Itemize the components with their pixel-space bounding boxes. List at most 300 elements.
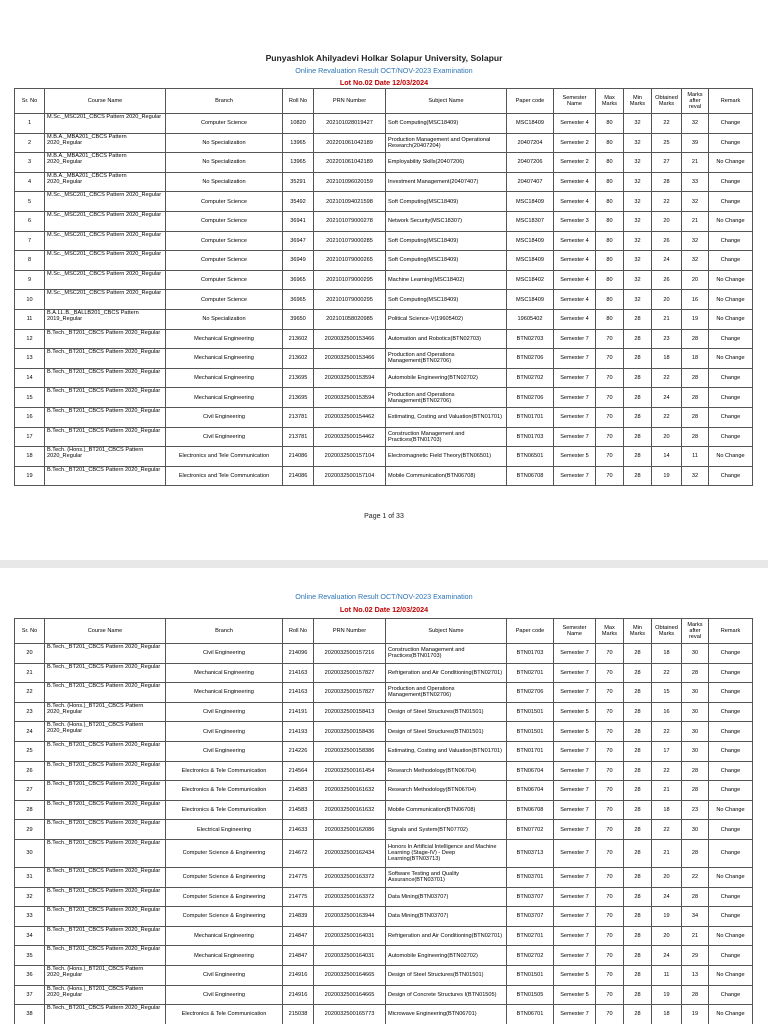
course-name-cell: B.Tech._BT201_CBCS Pattern 2020_Regular — [45, 907, 166, 927]
reval-marks-cell: 28 — [682, 407, 709, 427]
obtained-marks-cell: 21 — [652, 781, 682, 801]
column-header: Subject Name — [386, 89, 507, 114]
semester-cell: Semester 4 — [554, 192, 596, 212]
column-header: Subject Name — [386, 619, 507, 644]
table-row — [15, 722, 753, 742]
table-row — [15, 211, 753, 231]
course-name-cell: B.Tech._BT201_CBCS Pattern 2020_Regular — [45, 946, 166, 966]
min-marks-cell: 28 — [624, 407, 652, 427]
semester-cell: Semester 7 — [554, 407, 596, 427]
sr-no-cell: 33 — [15, 907, 45, 927]
roll-no-cell: 214672 — [283, 839, 314, 867]
column-header: PRN Number — [314, 619, 386, 644]
obtained-marks-cell: 24 — [652, 251, 682, 271]
min-marks-cell: 32 — [624, 290, 652, 310]
column-header: Marks after reval — [682, 619, 709, 644]
reval-marks-cell: 19 — [682, 1005, 709, 1024]
semester-cell: Semester 7 — [554, 644, 596, 664]
min-marks-cell: 28 — [624, 466, 652, 486]
table-row — [15, 781, 753, 801]
paper-code-cell: MSC18409 — [507, 290, 554, 310]
obtained-marks-cell: 18 — [652, 349, 682, 369]
prn-number-cell: 2020032500161​632 — [314, 800, 386, 820]
paper-code-cell: BTN06708 — [507, 466, 554, 486]
prn-number-cell: 2020032500153​466 — [314, 329, 386, 349]
remark-cell: Change — [709, 781, 753, 801]
lot-info: Lot No.02 Date 12/03/2024 — [339, 605, 429, 614]
obtained-marks-cell: 20 — [652, 867, 682, 887]
semester-cell: Semester 5 — [554, 447, 596, 467]
table-header-row — [15, 89, 753, 114]
reval-marks-cell: 16 — [682, 290, 709, 310]
prn-number-cell: 2020032500158​413 — [314, 702, 386, 722]
sr-no-cell: 20 — [15, 644, 45, 664]
branch-cell: Mechanical Engineering — [166, 946, 283, 966]
remark-cell: No Change — [709, 270, 753, 290]
branch-cell: No Specialization — [166, 172, 283, 192]
course-name-cell: B.Tech._BT201_CBCS Pattern 2020_Regular — [45, 926, 166, 946]
prn-number-cell: 2020032500158​436 — [314, 722, 386, 742]
prn-number-cell: 2021010790002​85 — [314, 231, 386, 251]
remark-cell: Change — [709, 407, 753, 427]
column-header: PRN Number — [314, 89, 386, 114]
max-marks-cell: 70 — [596, 946, 624, 966]
course-name-cell: B.Tech._BT201_CBCS Pattern 2020_Regular — [45, 663, 166, 683]
min-marks-cell: 32 — [624, 114, 652, 134]
exam-title: Online Revaluation Result OCT/NOV-2023 Examination — [295, 592, 473, 601]
reval-marks-cell: 32 — [682, 192, 709, 212]
max-marks-cell: 80 — [596, 192, 624, 212]
max-marks-cell: 80 — [596, 231, 624, 251]
min-marks-cell: 28 — [624, 839, 652, 867]
reval-marks-cell: 18 — [682, 349, 709, 369]
reval-marks-cell: 32 — [682, 251, 709, 271]
paper-code-cell: BTN06708 — [507, 800, 554, 820]
course-name-cell: B.Tech._BT201_CBCS Pattern 2020_Regular — [45, 644, 166, 664]
paper-code-cell: MSC18409 — [507, 192, 554, 212]
reval-marks-cell: 28 — [682, 887, 709, 907]
roll-no-cell: 36965 — [283, 270, 314, 290]
max-marks-cell: 80 — [596, 172, 624, 192]
branch-cell: Mechanical Engineering — [166, 663, 283, 683]
table-row — [15, 290, 753, 310]
paper-code-cell: MSC18409 — [507, 251, 554, 271]
prn-number-cell: 2021010790002​95 — [314, 270, 386, 290]
subject-name-cell: Employability Skills(20407206) — [386, 153, 507, 173]
prn-number-cell: 2021010940215​98 — [314, 192, 386, 212]
prn-number-cell: 2020032500158​386 — [314, 741, 386, 761]
paper-code-cell: BTN01701 — [507, 741, 554, 761]
remark-cell: Change — [709, 114, 753, 134]
max-marks-cell: 70 — [596, 820, 624, 840]
course-name-cell: B.Tech._BT201_CBCS Pattern 2020_Regular — [45, 820, 166, 840]
min-marks-cell: 32 — [624, 172, 652, 192]
semester-cell: Semester 4 — [554, 231, 596, 251]
sr-no-cell: 12 — [15, 329, 45, 349]
column-header: Remark — [709, 89, 753, 114]
min-marks-cell: 28 — [624, 907, 652, 927]
branch-cell: Civil Engineering — [166, 985, 283, 1005]
reval-marks-cell: 20 — [682, 270, 709, 290]
table-row — [15, 270, 753, 290]
paper-code-cell: BTN02703 — [507, 329, 554, 349]
roll-no-cell: 35492 — [283, 192, 314, 212]
course-name-cell: M.Sc._MSC201_CBCS Pattern 2020_Regular — [45, 270, 166, 290]
roll-no-cell: 213602 — [283, 329, 314, 349]
paper-code-cell: BTN02701 — [507, 663, 554, 683]
subject-name-cell: Software Testing and Quality Assurance(BTN03701) — [386, 867, 507, 887]
prn-number-cell: 2020032500162​086 — [314, 820, 386, 840]
sr-no-cell: 25 — [15, 741, 45, 761]
roll-no-cell: 13965 — [283, 133, 314, 153]
column-header: Min Marks — [624, 89, 652, 114]
table-row — [15, 114, 753, 134]
semester-cell: Semester 4 — [554, 270, 596, 290]
max-marks-cell: 80 — [596, 114, 624, 134]
obtained-marks-cell: 23 — [652, 329, 682, 349]
course-name-cell: B.Tech._BT201_CBCS Pattern 2020_Regular — [45, 368, 166, 388]
table-row — [15, 309, 753, 329]
column-header: Remark — [709, 619, 753, 644]
roll-no-cell: 214163 — [283, 683, 314, 703]
paper-code-cell: BTN02706 — [507, 683, 554, 703]
table-row — [15, 192, 753, 212]
max-marks-cell: 80 — [596, 270, 624, 290]
obtained-marks-cell: 16 — [652, 702, 682, 722]
remark-cell: No Change — [709, 926, 753, 946]
remark-cell: Change — [709, 466, 753, 486]
sr-no-cell: 28 — [15, 800, 45, 820]
paper-code-cell: BTN02702 — [507, 946, 554, 966]
reval-marks-cell: 28 — [682, 781, 709, 801]
column-header: Sr. No — [15, 89, 45, 114]
prn-number-cell: 2020032500162​434 — [314, 839, 386, 867]
table-row — [15, 800, 753, 820]
branch-cell: Electronics and Tele Communication — [166, 447, 283, 467]
sr-no-cell: 27 — [15, 781, 45, 801]
prn-number-cell: 2022010610421​89 — [314, 133, 386, 153]
semester-cell: Semester 4 — [554, 290, 596, 310]
subject-name-cell: Data Mining(BTN03707) — [386, 907, 507, 927]
branch-cell: Computer Science & Engineering — [166, 839, 283, 867]
sr-no-cell: 24 — [15, 722, 45, 742]
max-marks-cell: 70 — [596, 447, 624, 467]
roll-no-cell: 214775 — [283, 887, 314, 907]
max-marks-cell: 70 — [596, 761, 624, 781]
subject-name-cell: Estimating, Costing and Valuation(BTN01701) — [386, 407, 507, 427]
prn-number-cell: 2020032500163​372 — [314, 867, 386, 887]
reval-marks-cell: 21 — [682, 211, 709, 231]
prn-number-cell: 2020032500163​944 — [314, 907, 386, 927]
sr-no-cell: 14 — [15, 368, 45, 388]
remark-cell: Change — [709, 702, 753, 722]
sr-no-cell: 1 — [15, 114, 45, 134]
obtained-marks-cell: 22 — [652, 663, 682, 683]
prn-number-cell: 2021010790002​65 — [314, 251, 386, 271]
min-marks-cell: 32 — [624, 270, 652, 290]
reval-marks-cell: 23 — [682, 800, 709, 820]
table-row — [15, 985, 753, 1005]
obtained-marks-cell: 22 — [652, 761, 682, 781]
subject-name-cell: Mobile Communication(BTN06708) — [386, 800, 507, 820]
subject-name-cell: Production and Operations Management(BTN02706) — [386, 388, 507, 408]
page-number: Page 1 of 33 — [364, 513, 404, 520]
sr-no-cell: 7 — [15, 231, 45, 251]
subject-name-cell: Data Mining(BTN03707) — [386, 887, 507, 907]
course-name-cell: M.Sc._MSC201_CBCS Pattern 2020_Regular — [45, 231, 166, 251]
subject-name-cell: Refrigeration and Air Conditioning(BTN02701) — [386, 663, 507, 683]
min-marks-cell: 28 — [624, 820, 652, 840]
roll-no-cell: 214086 — [283, 447, 314, 467]
sr-no-cell: 3 — [15, 153, 45, 173]
remark-cell: No Change — [709, 867, 753, 887]
roll-no-cell: 214226 — [283, 741, 314, 761]
paper-code-cell: BTN01703 — [507, 644, 554, 664]
column-header: Sr. No — [15, 619, 45, 644]
course-name-cell: B.Tech._BT201_CBCS Pattern 2020_Regular — [45, 800, 166, 820]
paper-code-cell: 20407407 — [507, 172, 554, 192]
subject-name-cell: Soft Computing(MSC18409) — [386, 290, 507, 310]
sr-no-cell: 26 — [15, 761, 45, 781]
remark-cell: Change — [709, 172, 753, 192]
prn-number-cell: 2020032500161​632 — [314, 781, 386, 801]
subject-name-cell: Soft Computing(MSC18409) — [386, 114, 507, 134]
reval-marks-cell: 30 — [682, 702, 709, 722]
semester-cell: Semester 3 — [554, 211, 596, 231]
subject-name-cell: Network Security(MSC18307) — [386, 211, 507, 231]
prn-number-cell: 2020032500154​462 — [314, 407, 386, 427]
reval-marks-cell: 30 — [682, 683, 709, 703]
min-marks-cell: 32 — [624, 192, 652, 212]
remark-cell: No Change — [709, 290, 753, 310]
min-marks-cell: 28 — [624, 741, 652, 761]
paper-code-cell: BTN01501 — [507, 722, 554, 742]
semester-cell: Semester 5 — [554, 722, 596, 742]
reval-marks-cell: 28 — [682, 761, 709, 781]
course-name-cell: B.Tech._BT201_CBCS Pattern 2020_Regular — [45, 427, 166, 447]
semester-cell: Semester 4 — [554, 172, 596, 192]
paper-code-cell: BTN02701 — [507, 926, 554, 946]
obtained-marks-cell: 11 — [652, 965, 682, 985]
sr-no-cell: 37 — [15, 985, 45, 1005]
subject-name-cell: Research Methodology(BTN06704) — [386, 781, 507, 801]
roll-no-cell: 214916 — [283, 985, 314, 1005]
semester-cell: Semester 7 — [554, 349, 596, 369]
reval-marks-cell: 33 — [682, 172, 709, 192]
obtained-marks-cell: 18 — [652, 800, 682, 820]
course-name-cell: M.Sc._MSC201_CBCS Pattern 2020_Regular — [45, 251, 166, 271]
prn-number-cell: 2020032500164​031 — [314, 926, 386, 946]
results-table — [14, 88, 753, 486]
obtained-marks-cell: 24 — [652, 946, 682, 966]
reval-marks-cell: 32 — [682, 466, 709, 486]
table-row — [15, 407, 753, 427]
sr-no-cell: 15 — [15, 388, 45, 408]
prn-number-cell: 2020032500157​827 — [314, 683, 386, 703]
subject-name-cell: Production and Operations Management(BTN02706) — [386, 683, 507, 703]
course-name-cell: B.Tech._BT201_CBCS Pattern 2020_Regular — [45, 683, 166, 703]
prn-number-cell: 2020032500157​216 — [314, 644, 386, 664]
obtained-marks-cell: 26 — [652, 270, 682, 290]
paper-code-cell: BTN01505 — [507, 985, 554, 1005]
prn-number-cell: 2021010790002​78 — [314, 211, 386, 231]
reval-marks-cell: 21 — [682, 926, 709, 946]
roll-no-cell: 214086 — [283, 466, 314, 486]
subject-name-cell: Design of Steel Structures(BTN01501) — [386, 702, 507, 722]
semester-cell: Semester 7 — [554, 427, 596, 447]
remark-cell: Change — [709, 887, 753, 907]
roll-no-cell: 214633 — [283, 820, 314, 840]
min-marks-cell: 28 — [624, 644, 652, 664]
min-marks-cell: 28 — [624, 965, 652, 985]
branch-cell: Civil Engineering — [166, 407, 283, 427]
max-marks-cell: 70 — [596, 965, 624, 985]
max-marks-cell: 70 — [596, 368, 624, 388]
course-name-cell: M.B.A._MBA201_CBCS Pattern 2020_Regular — [45, 133, 166, 153]
subject-name-cell: Political Science-V(19605402) — [386, 309, 507, 329]
sr-no-cell: 29 — [15, 820, 45, 840]
branch-cell: Electronics & Tele Communication — [166, 781, 283, 801]
table-row — [15, 349, 753, 369]
semester-cell: Semester 7 — [554, 1005, 596, 1024]
obtained-marks-cell: 20 — [652, 926, 682, 946]
table-row — [15, 231, 753, 251]
roll-no-cell: 215038 — [283, 1005, 314, 1024]
column-header: Paper code — [507, 89, 554, 114]
roll-no-cell: 39650 — [283, 309, 314, 329]
remark-cell: Change — [709, 231, 753, 251]
prn-number-cell: 2020032500161​454 — [314, 761, 386, 781]
min-marks-cell: 28 — [624, 887, 652, 907]
remark-cell: Change — [709, 761, 753, 781]
obtained-marks-cell: 22 — [652, 407, 682, 427]
semester-cell: Semester 4 — [554, 309, 596, 329]
prn-number-cell: 2020032500153​594 — [314, 388, 386, 408]
reval-marks-cell: 30 — [682, 741, 709, 761]
branch-cell: Civil Engineering — [166, 741, 283, 761]
semester-cell: Semester 4 — [554, 114, 596, 134]
semester-cell: Semester 7 — [554, 887, 596, 907]
semester-cell: Semester 7 — [554, 820, 596, 840]
table-row — [15, 466, 753, 486]
sr-no-cell: 34 — [15, 926, 45, 946]
prn-number-cell: 2020032500164​031 — [314, 946, 386, 966]
course-name-cell: B.Tech._BT201_CBCS Pattern 2020_Regular — [45, 741, 166, 761]
max-marks-cell: 80 — [596, 153, 624, 173]
semester-cell: Semester 5 — [554, 702, 596, 722]
column-header: Roll No — [283, 619, 314, 644]
branch-cell: Mechanical Engineering — [166, 368, 283, 388]
obtained-marks-cell: 21 — [652, 839, 682, 867]
obtained-marks-cell: 19 — [652, 466, 682, 486]
subject-name-cell: Automation and Robotics(BTN02703) — [386, 329, 507, 349]
table-row — [15, 702, 753, 722]
min-marks-cell: 28 — [624, 388, 652, 408]
semester-cell: Semester 7 — [554, 329, 596, 349]
obtained-marks-cell: 17 — [652, 741, 682, 761]
sr-no-cell: 19 — [15, 466, 45, 486]
min-marks-cell: 32 — [624, 231, 652, 251]
min-marks-cell: 28 — [624, 349, 652, 369]
prn-number-cell: 2020032500157​104 — [314, 447, 386, 467]
paper-code-cell: BTN06704 — [507, 761, 554, 781]
remark-cell: No Change — [709, 349, 753, 369]
max-marks-cell: 80 — [596, 309, 624, 329]
table-row — [15, 427, 753, 447]
branch-cell: Computer Science & Engineering — [166, 867, 283, 887]
table-row — [15, 907, 753, 927]
branch-cell: Electronics & Tele Communication — [166, 761, 283, 781]
roll-no-cell: 214163 — [283, 663, 314, 683]
column-header: Paper code — [507, 619, 554, 644]
course-name-cell: B.Tech. (Hons.)_BT201_CBCS Pattern 2020_Regular — [45, 447, 166, 467]
reval-marks-cell: 19 — [682, 309, 709, 329]
sr-no-cell: 17 — [15, 427, 45, 447]
subject-name-cell: Design of Steel Structures(BTN01501) — [386, 722, 507, 742]
branch-cell: No Specialization — [166, 153, 283, 173]
table-row — [15, 368, 753, 388]
course-name-cell: B.Tech. (Hons.)_BT201_CBCS Pattern 2020_Regular — [45, 702, 166, 722]
max-marks-cell: 70 — [596, 926, 624, 946]
max-marks-cell: 70 — [596, 329, 624, 349]
course-name-cell: B.Tech._BT201_CBCS Pattern 2020_Regular — [45, 407, 166, 427]
semester-cell: Semester 7 — [554, 781, 596, 801]
reval-marks-cell: 21 — [682, 153, 709, 173]
branch-cell: Electrical Engineering — [166, 820, 283, 840]
paper-code-cell: BTN03701 — [507, 867, 554, 887]
semester-cell: Semester 7 — [554, 368, 596, 388]
paper-code-cell: MSC18402 — [507, 270, 554, 290]
max-marks-cell: 70 — [596, 644, 624, 664]
max-marks-cell: 70 — [596, 800, 624, 820]
branch-cell: Mechanical Engineering — [166, 388, 283, 408]
roll-no-cell: 214847 — [283, 946, 314, 966]
reval-marks-cell: 30 — [682, 644, 709, 664]
column-header: Course Name — [45, 619, 166, 644]
subject-name-cell: Production and Operations Management(BTN02706) — [386, 349, 507, 369]
prn-number-cell: 2022010610421​89 — [314, 153, 386, 173]
sr-no-cell: 36 — [15, 965, 45, 985]
max-marks-cell: 70 — [596, 781, 624, 801]
table-row — [15, 447, 753, 467]
sr-no-cell: 38 — [15, 1005, 45, 1024]
roll-no-cell: 36949 — [283, 251, 314, 271]
branch-cell: Civil Engineering — [166, 644, 283, 664]
obtained-marks-cell: 21 — [652, 309, 682, 329]
paper-code-cell: BTN01501 — [507, 702, 554, 722]
sr-no-cell: 4 — [15, 172, 45, 192]
semester-cell: Semester 7 — [554, 466, 596, 486]
lot-info: Lot No.02 Date 12/03/2024 — [339, 78, 429, 87]
sr-no-cell: 16 — [15, 407, 45, 427]
subject-name-cell: Design of Steel Structures(BTN01501) — [386, 965, 507, 985]
course-name-cell: M.Sc._MSC201_CBCS Pattern 2020_Regular — [45, 290, 166, 310]
reval-marks-cell: 32 — [682, 231, 709, 251]
remark-cell: No Change — [709, 309, 753, 329]
branch-cell: Civil Engineering — [166, 702, 283, 722]
remark-cell: Change — [709, 329, 753, 349]
min-marks-cell: 28 — [624, 946, 652, 966]
prn-number-cell: 2021010280194​27 — [314, 114, 386, 134]
obtained-marks-cell: 22 — [652, 114, 682, 134]
min-marks-cell: 28 — [624, 309, 652, 329]
reval-marks-cell: 13 — [682, 965, 709, 985]
reval-marks-cell: 29 — [682, 946, 709, 966]
prn-number-cell: 2020032500154​462 — [314, 427, 386, 447]
obtained-marks-cell: 22 — [652, 722, 682, 742]
semester-cell: Semester 7 — [554, 683, 596, 703]
paper-code-cell: MSC18409 — [507, 231, 554, 251]
